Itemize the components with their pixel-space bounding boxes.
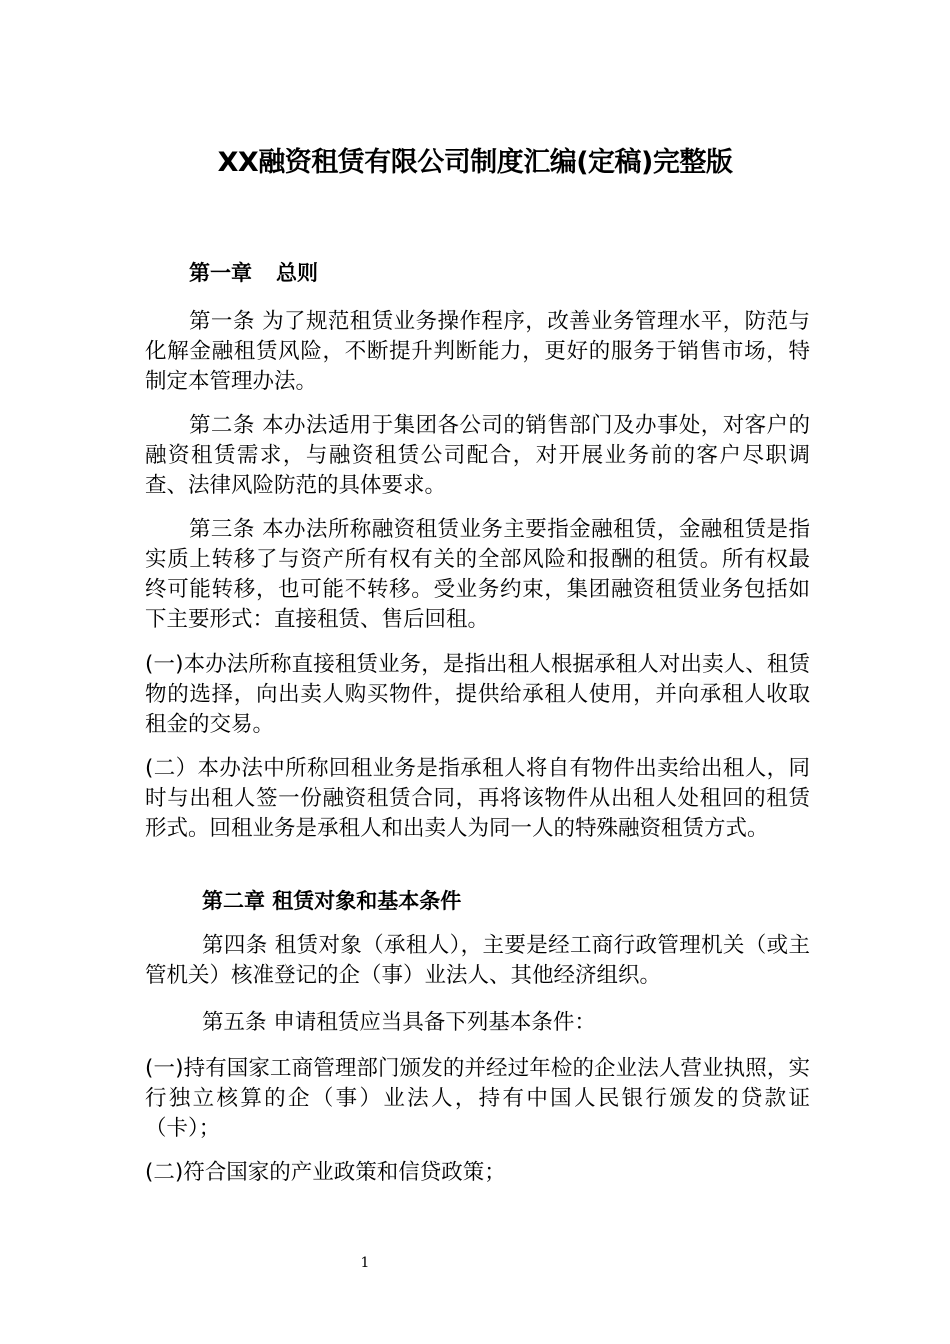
chapter-1-number: 第一章: [189, 261, 252, 285]
condition-1: (一)持有国家工商管理部门颁发的并经过年检的企业法人营业执照，实行独立核算的企（事）业法人，持有中国人民银行颁发的贷款证（卡）；: [145, 1056, 810, 1141]
chapter-1-heading: [145, 258, 810, 288]
article-1: 第一条 为了规范租赁业务操作程序，改善业务管理水平，防范与化解金融租赁风险，不断提升判断能力，更好的服务于销售市场，特制定本管理办法。: [145, 309, 810, 394]
chapter-2-heading-block: [145, 886, 810, 916]
article-4-block: [145, 931, 810, 991]
chapter-1-name: 总则: [276, 261, 318, 285]
condition-2: (二)符合国家的产业政策和信贷政策；: [145, 1160, 506, 1185]
item-direct-lease: (一)本办法所称直接租赁业务，是指出租人根据承租人对出卖人、租赁物的选择，向出卖人购买物件，提供给承租人使用，并向承租人收取租金的交易。: [145, 652, 810, 737]
article-2-block: [145, 411, 810, 501]
article-3: 第三条 本办法所称融资租赁业务主要指金融租赁，金融租赁是指实质上转移了与资产所有权有关的全部风险和报酬的租赁。所有权最终可能转移，也可能不转移。受业务约束，集团融资租赁业务包括如下主要形式：直接租赁、售后回租。: [145, 517, 810, 632]
article-5-block: [145, 1008, 810, 1038]
document-title: XX融资租赁有限公司制度汇编(定稿)完整版: [217, 147, 733, 178]
chapter-1-heading-block: [145, 258, 810, 288]
article-1-block: [145, 307, 810, 397]
chapter-2-heading: 第二章 租赁对象和基本条件: [202, 889, 462, 913]
condition-2-block: [145, 1158, 810, 1188]
article-5: 第五条 申请租赁应当具备下列基本条件：: [202, 1010, 596, 1035]
article-4: 第四条 租赁对象（承租人），主要是经工商行政管理机关（或主管机关）核准登记的企（事）业法人、其他经济组织。: [145, 933, 810, 988]
condition-1-block: [145, 1054, 810, 1144]
item-direct-lease-block: [145, 650, 810, 740]
page-number: 1: [360, 1255, 370, 1271]
item-leaseback-block: [145, 754, 810, 844]
item-leaseback: (二）本办法中所称回租业务是指承租人将自有物件出卖给出租人，同时与出租人签一份融资租赁合同，再将该物件从出租人处租回的租赁形式。回租业务是承租人和出卖人为同一人的特殊融资租赁方式。: [145, 756, 810, 841]
article-3-block: [145, 515, 810, 635]
article-2: 第二条 本办法适用于集团各公司的销售部门及办事处，对客户的融资租赁需求，与融资租赁公司配合，对开展业务前的客户尽职调查、法律风险防范的具体要求。: [145, 413, 810, 498]
